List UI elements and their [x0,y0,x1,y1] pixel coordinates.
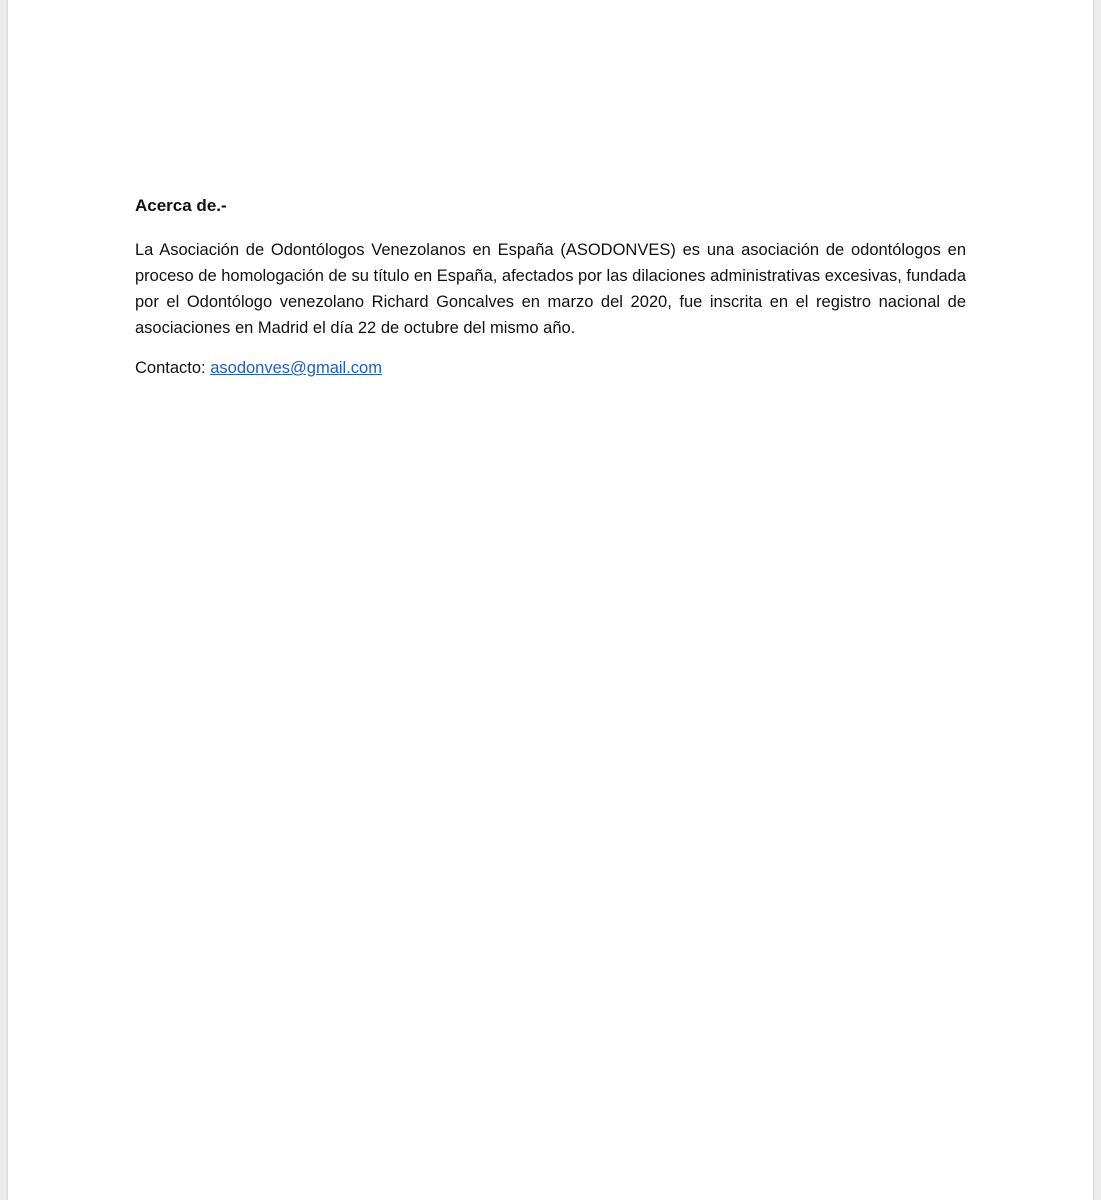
document-page [8,0,1093,1200]
contact-email-link[interactable]: asodonves@gmail.com [210,359,382,377]
page-content [135,193,966,381]
contact-label: Contacto: [135,359,211,377]
contact-line [135,355,966,381]
about-paragraph: La Asociación de Odontólogos Venezolanos en España (ASODONVES) es una asociación de odontólogos en proceso de homologación de su título en España, afectados por las dilaciones administrativas excesivas, fundada por el Odontólogo venezolano Richard Goncalves en marzo del 2020, fue inscrita en el registro nacional de asociaciones en Madrid el día 22 de octubre del mismo año. [135,241,967,337]
section-heading: Acerca de.- [135,196,227,215]
